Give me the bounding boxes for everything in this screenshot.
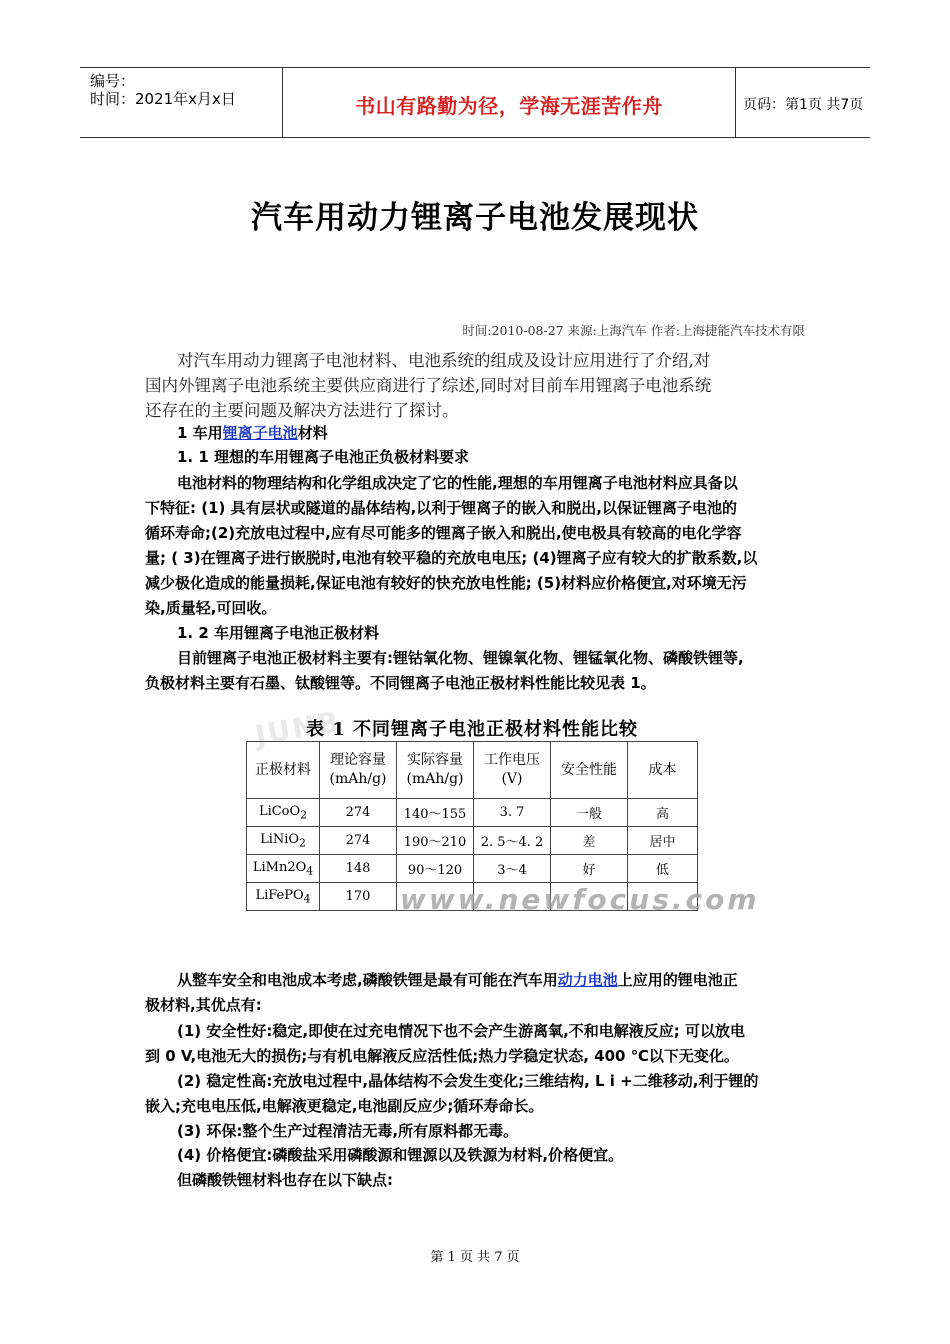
paragraph-line: 电池材料的物理结构和化学组成决定了它的性能,理想的车用锂离子电池材料应具备以 [177,474,738,492]
watermark-bottom: www.newfocus.com [400,883,760,916]
safety-cell: 差 [551,827,628,855]
paragraph-line: 目前锂离子电池正极材料主要有:锂钴氧化物、锂镍氧化物、锂锰氧化物、磷酸铁锂等, [177,649,744,667]
advantage-line: (1) 安全性好:稳定,即使在过充电情况下也不会产生游离氧,不和电解液反应; 可以放电 [177,1022,745,1040]
header-line: 安全性能 [561,761,617,778]
material-cell [247,799,320,827]
advantage-line: (2) 稳定性高:充放电过程中,晶体结构不会发生变化;三维结构, L i +二维移动,利于锂的 [177,1072,759,1090]
theoretical-capacity-cell: 170 [320,883,397,911]
abstract-line: 国内外锂离子电池系统主要供应商进行了综述,同时对目前车用锂离子电池系统 [145,376,712,395]
header-line: (V) [501,771,523,787]
paragraph-line: 减少极化造成的能量损耗,保证电池有较好的快充放电性能; (5)材料应价格便宜,对环境无污 [145,574,747,592]
battery-link[interactable]: 锂离子电池 [222,424,298,442]
material-subscript: 2 [299,836,306,850]
table-header-cell [551,742,628,799]
header-line: 正极材料 [255,761,311,778]
paragraph-text: 从整车安全和电池成本考虑,磷酸铁锂是最有可能在汽车用 [177,971,558,989]
page-header [80,67,870,138]
material-name: LiCoO [258,803,301,819]
motto: 书山有路勤为径，学海无涯苦作舟 [355,94,663,118]
table-header-cell [247,742,320,799]
table-header-row [247,742,698,799]
table-header-cell [474,742,551,799]
voltage-cell: 3～4 [474,855,551,883]
theoretical-capacity-cell: 148 [320,855,397,883]
number-label: 编号： [90,72,136,90]
safety-cell: 好 [551,855,628,883]
cost-cell: 居中 [628,827,698,855]
paragraph-line [177,969,738,990]
theoretical-capacity-cell: 274 [320,799,397,827]
paragraph-line: 染,质量轻,可回收。 [145,599,277,617]
document-title: 汽车用动力锂离子电池发展现状 [251,200,699,236]
actual-capacity-cell: 190～210 [397,827,474,855]
header-line: 成本 [648,761,677,778]
subsection-heading: 1. 2 车用锂离子电池正极材料 [177,624,380,642]
table-header-cell [320,742,397,799]
header-line: 实际容量 [407,752,463,768]
section-heading-text: 材料 [297,424,328,442]
table-title: 表 1 不同锂离子电池正极材料性能比较 [306,719,639,740]
cost-cell: 高 [628,799,698,827]
watermark-top: JUNB [252,704,344,753]
material-cell [247,855,320,883]
page-number-label: 页码：第1页 共7页 [743,97,864,113]
actual-capacity-cell: 90～120 [397,855,474,883]
paragraph-text: 上应用的锂电池正 [617,971,738,989]
header-line: (mAh/g) [406,771,464,787]
material-cell [247,883,320,911]
advantage-line: (3) 环保:整个生产过程清洁无毒,所有原料都无毒。 [177,1122,519,1140]
table-header-cell [397,742,474,799]
material-subscript: 4 [303,892,311,906]
time-label: 时间：2021年x月x日 [90,90,236,108]
table-row [247,855,698,883]
material-name: LiNiO [260,831,300,847]
material-name: LiFePO [255,887,304,903]
material-subscript: 4 [306,864,314,878]
paragraph-line: 量; ( 3)在锂离子进行嵌脱时,电池有较平稳的充放电电压; (4)锂离子应有较大的扩散系数,以 [145,549,758,567]
material-cell [247,827,320,855]
advantage-line: 到 0 V,电池无大的损伤;与有机电解液反应活性低;热力学稳定状态, 400 ℃以下无变化。 [145,1047,739,1065]
voltage-cell: 2. 5～4. 2 [474,827,551,855]
header-page-cell [735,68,870,137]
disadvantage-intro: 但磷酸铁锂材料也存在以下缺点: [177,1171,394,1189]
actual-capacity-cell: 140～155 [397,799,474,827]
material-name: LiMn2O [252,859,307,875]
paragraph-line: 循环寿命;(2)充放电过程中,应有尽可能多的锂离子嵌入和脱出,使电极具有较高的电化学容 [145,524,742,542]
header-line: 理论容量 [330,752,386,768]
paragraph-line: 负极材料主要有石墨、钛酸锂等。不同锂离子电池正极材料性能比较见表 1。 [145,674,656,692]
safety-cell: 一般 [551,799,628,827]
article-meta: 时间:2010-08-27 来源:上海汽车 作者:上海捷能汽车技术有限 [462,323,805,338]
theoretical-capacity-cell: 274 [320,827,397,855]
cost-cell: 低 [628,855,698,883]
subsection-heading: 1. 1 理想的车用锂离子电池正负极材料要求 [177,448,470,466]
paragraph-line: 下特征: (1) 具有层状或隧道的晶体结构,以利于锂离子的嵌入和脱出,以保证锂离子电池的 [145,499,737,517]
page-footer: 第 1 页 共 7 页 [430,1250,520,1265]
paragraph-line: 极材料,其优点有: [145,996,262,1014]
advantage-line: 嵌入;充电电压低,电解液更稳定,电池副反应少;循环寿命长。 [145,1097,544,1115]
section-heading [177,422,328,443]
power-battery-link[interactable]: 动力电池 [557,971,618,989]
material-subscript: 2 [300,808,308,822]
section-heading-text: 1 车用 [177,424,223,442]
abstract-line: 还存在的主要问题及解决方法进行了探讨。 [145,401,459,420]
header-line: (mAh/g) [329,771,387,787]
header-line: 工作电压 [484,752,540,768]
header-info-cell [80,68,282,137]
table-row [247,827,698,855]
header-motto-cell [282,68,736,137]
advantage-line: (4) 价格便宜:磷酸盐采用磷酸源和锂源以及铁源为材料,价格便宜。 [177,1146,624,1164]
table-row [247,799,698,827]
voltage-cell: 3. 7 [474,799,551,827]
table-header-cell [628,742,698,799]
abstract-line: 对汽车用动力锂离子电池材料、电池系统的组成及设计应用进行了介绍,对 [177,351,711,370]
